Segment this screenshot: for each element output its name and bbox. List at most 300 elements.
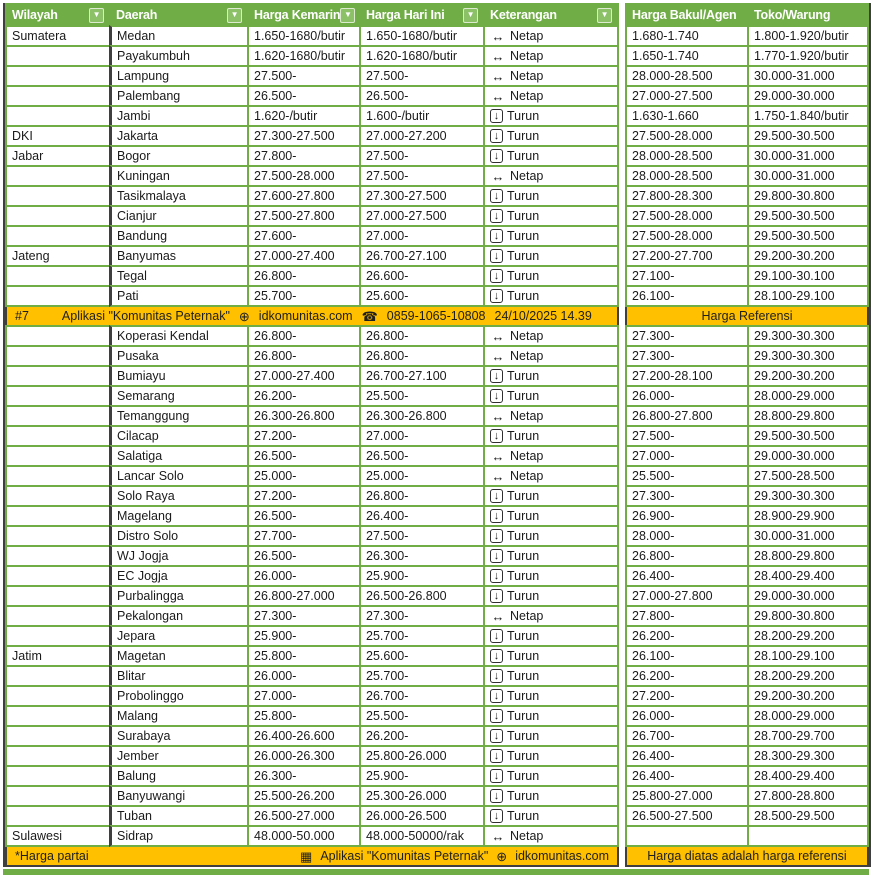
cell-toko-warung[interactable]: 28.000-29.000 [747, 385, 869, 407]
cell-harga-bakul-agen[interactable]: 27.000-27.500 [625, 85, 749, 107]
cell-harga-hari-ini[interactable]: 1.620-1680/butir [359, 45, 485, 67]
cell-harga-bakul-agen[interactable]: 27.300- [625, 485, 749, 507]
cell-harga-hari-ini[interactable]: 26.300- [359, 545, 485, 567]
keterangan-label: Netap [510, 829, 544, 843]
cell-harga-hari-ini[interactable]: 26.500- [359, 445, 485, 467]
filter-dropdown-harga-kemarin[interactable] [340, 8, 355, 23]
cell-wilayah[interactable] [5, 365, 111, 387]
cell-daerah[interactable]: Banyumas [109, 245, 249, 267]
cell-wilayah[interactable] [5, 385, 111, 407]
cell-harga-kemarin[interactable]: 27.200- [247, 425, 361, 447]
cell-wilayah[interactable] [5, 345, 111, 367]
cell-harga-bakul-agen[interactable]: 26.800-27.800 [625, 405, 749, 427]
column-header-label: Toko/Warung [754, 8, 831, 22]
cell-toko-warung[interactable]: 28.100-29.100 [747, 645, 869, 667]
cell-keterangan[interactable] [483, 525, 619, 547]
down-arrow-icon: ↓ [490, 189, 503, 203]
table-row-right [625, 585, 869, 607]
cell-toko-warung[interactable]: 28.200-29.200 [747, 665, 869, 687]
cell-daerah[interactable]: Magetan [109, 645, 249, 667]
cell-daerah[interactable]: Balung [109, 765, 249, 787]
cell-harga-kemarin[interactable]: 25.800- [247, 705, 361, 727]
cell-keterangan[interactable] [483, 745, 619, 767]
table-row-right [625, 705, 869, 727]
cell-harga-hari-ini[interactable]: 27.500- [359, 525, 485, 547]
table-row-right [625, 45, 869, 67]
cell-toko-warung[interactable]: 30.000-31.000 [747, 165, 869, 187]
cell-harga-bakul-agen[interactable]: 25.500- [625, 465, 749, 487]
cell-harga-hari-ini[interactable]: 25.000- [359, 465, 485, 487]
cell-keterangan[interactable] [483, 705, 619, 727]
filter-dropdown-daerah[interactable] [227, 8, 242, 23]
cell-toko-warung[interactable]: 27.500-28.500 [747, 465, 869, 487]
cell-keterangan[interactable] [483, 685, 619, 707]
cell-wilayah[interactable] [5, 665, 111, 687]
cell-harga-bakul-agen[interactable]: 1.680-1.740 [625, 25, 749, 47]
cell-harga-hari-ini[interactable]: 26.800- [359, 345, 485, 367]
cell-harga-bakul-agen[interactable]: 28.000-28.500 [625, 165, 749, 187]
cell-harga-kemarin[interactable]: 26.000- [247, 665, 361, 687]
cell-wilayah[interactable] [5, 165, 111, 187]
cell-wilayah[interactable] [5, 225, 111, 247]
cell-harga-bakul-agen[interactable]: 27.800- [625, 605, 749, 627]
cell-keterangan[interactable] [483, 245, 619, 267]
cell-daerah[interactable]: Surabaya [109, 725, 249, 747]
cell-harga-bakul-agen[interactable]: 27.500- [625, 425, 749, 447]
cell-daerah[interactable]: Medan [109, 25, 249, 47]
cell-harga-bakul-agen[interactable]: 27.800-28.300 [625, 185, 749, 207]
cell-harga-bakul-agen[interactable]: 1.650-1.740 [625, 45, 749, 67]
cell-keterangan[interactable] [483, 585, 619, 607]
cell-harga-kemarin[interactable]: 1.620-/butir [247, 105, 361, 127]
cell-harga-hari-ini[interactable]: 25.600- [359, 285, 485, 307]
cell-daerah[interactable]: Lampung [109, 65, 249, 87]
cell-harga-kemarin[interactable]: 26.000-26.300 [247, 745, 361, 767]
cell-toko-warung[interactable] [747, 825, 869, 847]
cell-harga-hari-ini[interactable]: 26.600- [359, 265, 485, 287]
cell-harga-hari-ini[interactable]: 27.000-27.200 [359, 125, 485, 147]
cell-wilayah[interactable] [5, 65, 111, 87]
cell-harga-bakul-agen[interactable]: 26.400- [625, 745, 749, 767]
cell-harga-kemarin[interactable]: 25.700- [247, 285, 361, 307]
cell-daerah[interactable]: Banyuwangi [109, 785, 249, 807]
cell-daerah[interactable]: Pekalongan [109, 605, 249, 627]
cell-harga-bakul-agen[interactable]: 26.700- [625, 725, 749, 747]
cell-toko-warung[interactable]: 29.500-30.500 [747, 225, 869, 247]
cell-harga-bakul-agen[interactable]: 27.000- [625, 445, 749, 467]
cell-keterangan[interactable] [483, 565, 619, 587]
cell-harga-hari-ini[interactable]: 25.300-26.000 [359, 785, 485, 807]
cell-harga-kemarin[interactable]: 27.700- [247, 525, 361, 547]
cell-daerah[interactable]: Bogor [109, 145, 249, 167]
cell-keterangan[interactable] [483, 785, 619, 807]
table-row [5, 165, 619, 187]
cell-wilayah[interactable] [5, 625, 111, 647]
cell-harga-kemarin[interactable]: 26.200- [247, 385, 361, 407]
cell-toko-warung[interactable]: 28.800-29.800 [747, 405, 869, 427]
cell-harga-hari-ini[interactable]: 26.800- [359, 325, 485, 347]
cell-daerah[interactable]: Pusaka [109, 345, 249, 367]
cell-toko-warung[interactable]: 1.800-1.920/butir [747, 25, 869, 47]
cell-keterangan[interactable] [483, 345, 619, 367]
cell-daerah[interactable]: Tuban [109, 805, 249, 827]
cell-toko-warung[interactable]: 29.000-30.000 [747, 445, 869, 467]
cell-harga-kemarin[interactable]: 26.800- [247, 265, 361, 287]
cell-harga-hari-ini[interactable]: 1.650-1680/butir [359, 25, 485, 47]
cell-daerah[interactable]: Palembang [109, 85, 249, 107]
cell-harga-bakul-agen[interactable]: 27.000-27.800 [625, 585, 749, 607]
cell-harga-bakul-agen[interactable]: 26.000- [625, 385, 749, 407]
cell-wilayah[interactable] [5, 265, 111, 287]
cell-keterangan[interactable] [483, 385, 619, 407]
cell-harga-bakul-agen[interactable]: 25.800-27.000 [625, 785, 749, 807]
cell-toko-warung[interactable]: 27.800-28.800 [747, 785, 869, 807]
cell-harga-kemarin[interactable]: 27.300- [247, 605, 361, 627]
cell-harga-bakul-agen[interactable]: 28.000-28.500 [625, 145, 749, 167]
cell-wilayah[interactable] [5, 685, 111, 707]
cell-daerah[interactable]: Bandung [109, 225, 249, 247]
cell-keterangan[interactable] [483, 365, 619, 387]
cell-keterangan[interactable] [483, 765, 619, 787]
cell-harga-hari-ini[interactable]: 26.300-26.800 [359, 405, 485, 427]
cell-harga-kemarin[interactable]: 27.000-27.400 [247, 245, 361, 267]
cell-harga-hari-ini[interactable]: 26.800- [359, 485, 485, 507]
keterangan-label: Netap [510, 69, 544, 83]
cell-harga-kemarin[interactable]: 26.500- [247, 505, 361, 527]
keterangan-label: Turun [507, 429, 540, 443]
cell-harga-hari-ini[interactable]: 26.700- [359, 685, 485, 707]
column-header-label: Wilayah [12, 8, 58, 22]
cell-harga-bakul-agen[interactable]: 26.400- [625, 765, 749, 787]
cell-toko-warung[interactable]: 29.800-30.800 [747, 185, 869, 207]
cell-wilayah[interactable] [5, 565, 111, 587]
cell-wilayah[interactable] [5, 425, 111, 447]
cell-daerah[interactable]: Kuningan [109, 165, 249, 187]
cell-wilayah[interactable]: DKI [5, 125, 111, 147]
cell-toko-warung[interactable]: 29.000-30.000 [747, 85, 869, 107]
cell-harga-bakul-agen[interactable]: 26.200- [625, 665, 749, 687]
cell-wilayah[interactable] [5, 405, 111, 427]
cell-harga-kemarin[interactable]: 26.500- [247, 85, 361, 107]
cell-harga-kemarin[interactable]: 27.800- [247, 145, 361, 167]
cell-toko-warung[interactable]: 28.200-29.200 [747, 625, 869, 647]
cell-daerah[interactable]: WJ Jogja [109, 545, 249, 567]
cell-daerah[interactable]: Koperasi Kendal [109, 325, 249, 347]
cell-harga-bakul-agen[interactable]: 27.300- [625, 325, 749, 347]
cell-keterangan[interactable] [483, 545, 619, 567]
cell-wilayah[interactable] [5, 785, 111, 807]
cell-keterangan[interactable] [483, 205, 619, 227]
cell-daerah[interactable]: Jambi [109, 105, 249, 127]
cell-harga-hari-ini[interactable]: 25.900- [359, 565, 485, 587]
cell-harga-hari-ini[interactable]: 27.000- [359, 425, 485, 447]
cell-wilayah[interactable] [5, 105, 111, 127]
cell-toko-warung[interactable]: 1.770-1.920/butir [747, 45, 869, 67]
cell-daerah[interactable]: Jepara [109, 625, 249, 647]
cell-harga-hari-ini[interactable]: 25.700- [359, 625, 485, 647]
cell-keterangan[interactable] [483, 145, 619, 167]
cell-harga-bakul-agen[interactable]: 27.100- [625, 265, 749, 287]
cell-harga-kemarin[interactable]: 26.800-27.000 [247, 585, 361, 607]
cell-daerah[interactable]: Jember [109, 745, 249, 767]
cell-harga-bakul-agen[interactable]: 1.630-1.660 [625, 105, 749, 127]
cell-harga-hari-ini[interactable]: 26.500-26.800 [359, 585, 485, 607]
cell-harga-bakul-agen[interactable]: 27.500-28.000 [625, 125, 749, 147]
cell-toko-warung[interactable]: 28.900-29.900 [747, 505, 869, 527]
cell-harga-kemarin[interactable]: 27.200- [247, 485, 361, 507]
cell-harga-bakul-agen[interactable]: 26.900- [625, 505, 749, 527]
cell-toko-warung[interactable]: 28.100-29.100 [747, 285, 869, 307]
cell-harga-kemarin[interactable]: 27.000- [247, 685, 361, 707]
cell-harga-kemarin[interactable]: 27.500- [247, 65, 361, 87]
cell-daerah[interactable]: Lancar Solo [109, 465, 249, 487]
cell-wilayah[interactable] [5, 805, 111, 827]
cell-daerah[interactable]: Tegal [109, 265, 249, 287]
cell-harga-bakul-agen[interactable]: 28.000- [625, 525, 749, 547]
cell-keterangan[interactable] [483, 805, 619, 827]
cell-harga-kemarin[interactable]: 26.300- [247, 765, 361, 787]
cell-toko-warung[interactable]: 30.000-31.000 [747, 65, 869, 87]
cell-keterangan[interactable] [483, 325, 619, 347]
cell-keterangan[interactable] [483, 825, 619, 847]
cell-harga-hari-ini[interactable]: 26.700-27.100 [359, 365, 485, 387]
cell-keterangan[interactable] [483, 605, 619, 627]
cell-toko-warung[interactable]: 28.700-29.700 [747, 725, 869, 747]
cell-daerah[interactable]: Probolinggo [109, 685, 249, 707]
cell-toko-warung[interactable]: 29.300-30.300 [747, 345, 869, 367]
filter-dropdown-keterangan[interactable] [597, 8, 612, 23]
cell-harga-kemarin[interactable]: 25.000- [247, 465, 361, 487]
cell-harga-bakul-agen[interactable]: 27.200- [625, 685, 749, 707]
cell-wilayah[interactable] [5, 525, 111, 547]
cell-keterangan[interactable] [483, 125, 619, 147]
cell-daerah[interactable]: EC Jogja [109, 565, 249, 587]
cell-harga-kemarin[interactable]: 26.500-27.000 [247, 805, 361, 827]
cell-wilayah[interactable] [5, 285, 111, 307]
cell-wilayah[interactable]: Jateng [5, 245, 111, 267]
cell-harga-hari-ini[interactable]: 25.700- [359, 665, 485, 687]
cell-harga-kemarin[interactable]: 48.000-50.000 [247, 825, 361, 847]
cell-harga-hari-ini[interactable]: 26.400- [359, 505, 485, 527]
cell-harga-hari-ini[interactable]: 26.200- [359, 725, 485, 747]
cell-harga-kemarin[interactable]: 1.620-1680/butir [247, 45, 361, 67]
cell-harga-hari-ini[interactable]: 27.500- [359, 145, 485, 167]
cell-keterangan[interactable] [483, 665, 619, 687]
cell-harga-hari-ini[interactable]: 25.600- [359, 645, 485, 667]
cell-harga-kemarin[interactable]: 27.000-27.400 [247, 365, 361, 387]
cell-harga-kemarin[interactable]: 26.800- [247, 325, 361, 347]
cell-harga-kemarin[interactable]: 26.000- [247, 565, 361, 587]
cell-toko-warung[interactable]: 29.500-30.500 [747, 205, 869, 227]
cell-harga-kemarin[interactable]: 27.500-28.000 [247, 165, 361, 187]
cell-harga-kemarin[interactable]: 27.600-27.800 [247, 185, 361, 207]
cell-toko-warung[interactable]: 1.750-1.840/butir [747, 105, 869, 127]
cell-toko-warung[interactable]: 29.200-30.200 [747, 685, 869, 707]
cell-wilayah[interactable] [5, 325, 111, 347]
down-arrow-icon: ↓ [490, 509, 503, 523]
cell-keterangan[interactable] [483, 285, 619, 307]
cell-harga-hari-ini[interactable]: 25.800-26.000 [359, 745, 485, 767]
cell-harga-hari-ini[interactable]: 26.500- [359, 85, 485, 107]
cell-harga-kemarin[interactable]: 25.800- [247, 645, 361, 667]
cell-keterangan[interactable] [483, 185, 619, 207]
cell-harga-bakul-agen[interactable]: 26.000- [625, 705, 749, 727]
cell-daerah[interactable]: Jakarta [109, 125, 249, 147]
cell-keterangan[interactable] [483, 405, 619, 427]
cell-harga-hari-ini[interactable]: 27.500- [359, 165, 485, 187]
cell-toko-warung[interactable]: 29.800-30.800 [747, 605, 869, 627]
cell-toko-warung[interactable]: 29.100-30.100 [747, 265, 869, 287]
cell-keterangan[interactable] [483, 625, 619, 647]
cell-wilayah[interactable] [5, 605, 111, 627]
cell-harga-bakul-agen[interactable]: 26.100- [625, 285, 749, 307]
cell-daerah[interactable]: Payakumbuh [109, 45, 249, 67]
table-row-right [625, 685, 869, 707]
cell-toko-warung[interactable]: 28.500-29.500 [747, 805, 869, 827]
cell-wilayah[interactable] [5, 465, 111, 487]
cell-harga-hari-ini[interactable]: 25.900- [359, 765, 485, 787]
cell-wilayah[interactable]: Sulawesi [5, 825, 111, 847]
cell-keterangan[interactable] [483, 165, 619, 187]
filter-dropdown-harga-hari-ini[interactable] [463, 8, 478, 23]
cell-toko-warung[interactable]: 28.000-29.000 [747, 705, 869, 727]
cell-harga-kemarin[interactable]: 27.600- [247, 225, 361, 247]
cell-toko-warung[interactable]: 29.200-30.200 [747, 365, 869, 387]
cell-harga-bakul-agen[interactable]: 27.500-28.000 [625, 225, 749, 247]
cell-harga-hari-ini[interactable]: 26.700-27.100 [359, 245, 485, 267]
cell-harga-bakul-agen[interactable]: 26.500-27.500 [625, 805, 749, 827]
cell-daerah[interactable]: Sidrap [109, 825, 249, 847]
cell-wilayah[interactable] [5, 445, 111, 467]
cell-keterangan[interactable] [483, 65, 619, 87]
cell-daerah[interactable]: Blitar [109, 665, 249, 687]
cell-toko-warung[interactable]: 30.000-31.000 [747, 525, 869, 547]
cell-keterangan[interactable] [483, 105, 619, 127]
cell-daerah[interactable]: Purbalingga [109, 585, 249, 607]
cell-harga-kemarin[interactable]: 26.400-26.600 [247, 725, 361, 747]
cell-daerah[interactable]: Malang [109, 705, 249, 727]
cell-toko-warung[interactable]: 29.500-30.500 [747, 125, 869, 147]
cell-harga-kemarin[interactable]: 25.900- [247, 625, 361, 647]
cell-wilayah[interactable] [5, 705, 111, 727]
cell-wilayah[interactable] [5, 185, 111, 207]
cell-harga-bakul-agen[interactable]: 26.800- [625, 545, 749, 567]
cell-harga-hari-ini[interactable]: 25.500- [359, 705, 485, 727]
cell-harga-hari-ini[interactable]: 1.600-/butir [359, 105, 485, 127]
cell-harga-kemarin[interactable]: 26.800- [247, 345, 361, 367]
cell-wilayah[interactable] [5, 725, 111, 747]
cell-harga-bakul-agen[interactable] [625, 825, 749, 847]
cell-daerah[interactable]: Magelang [109, 505, 249, 527]
cell-wilayah[interactable]: Sumatera [5, 25, 111, 47]
cell-harga-hari-ini[interactable]: 48.000-50000/rak [359, 825, 485, 847]
cell-daerah[interactable]: Distro Solo [109, 525, 249, 547]
cell-harga-bakul-agen[interactable]: 27.200-27.700 [625, 245, 749, 267]
cell-harga-bakul-agen[interactable]: 27.300- [625, 345, 749, 367]
cell-keterangan[interactable] [483, 645, 619, 667]
cell-harga-hari-ini[interactable]: 26.000-26.500 [359, 805, 485, 827]
table-row-right [625, 745, 869, 767]
cell-harga-kemarin[interactable]: 26.500- [247, 545, 361, 567]
cell-wilayah[interactable] [5, 485, 111, 507]
cell-wilayah[interactable] [5, 545, 111, 567]
cell-keterangan[interactable] [483, 85, 619, 107]
cell-daerah[interactable]: Salatiga [109, 445, 249, 467]
cell-toko-warung[interactable]: 28.800-29.800 [747, 545, 869, 567]
cell-daerah[interactable]: Cilacap [109, 425, 249, 447]
cell-harga-hari-ini[interactable]: 25.500- [359, 385, 485, 407]
cell-wilayah[interactable] [5, 745, 111, 767]
cell-harga-hari-ini[interactable]: 27.300- [359, 605, 485, 627]
keterangan-label: Netap [510, 469, 544, 483]
cell-harga-kemarin[interactable]: 27.300-27.500 [247, 125, 361, 147]
cell-harga-hari-ini[interactable]: 27.000- [359, 225, 485, 247]
cell-toko-warung[interactable]: 29.300-30.300 [747, 485, 869, 507]
cell-wilayah[interactable] [5, 205, 111, 227]
cell-harga-kemarin[interactable]: 25.500-26.200 [247, 785, 361, 807]
cell-toko-warung[interactable]: 29.200-30.200 [747, 245, 869, 267]
cell-wilayah[interactable] [5, 45, 111, 67]
cell-wilayah[interactable] [5, 585, 111, 607]
cell-harga-bakul-agen[interactable]: 27.500-28.000 [625, 205, 749, 227]
cell-toko-warung[interactable]: 30.000-31.000 [747, 145, 869, 167]
cell-wilayah[interactable]: Jatim [5, 645, 111, 667]
cell-keterangan[interactable] [483, 465, 619, 487]
cell-daerah[interactable]: Solo Raya [109, 485, 249, 507]
cell-daerah[interactable]: Pati [109, 285, 249, 307]
cell-toko-warung[interactable]: 28.400-29.400 [747, 765, 869, 787]
cell-harga-bakul-agen[interactable]: 26.400- [625, 565, 749, 587]
cell-harga-bakul-agen[interactable]: 26.100- [625, 645, 749, 667]
cell-keterangan[interactable] [483, 485, 619, 507]
cell-keterangan[interactable] [483, 425, 619, 447]
cell-harga-bakul-agen[interactable]: 28.000-28.500 [625, 65, 749, 87]
cell-harga-bakul-agen[interactable]: 27.200-28.100 [625, 365, 749, 387]
cell-harga-kemarin[interactable]: 26.300-26.800 [247, 405, 361, 427]
cell-harga-kemarin[interactable]: 27.500-27.800 [247, 205, 361, 227]
cell-harga-hari-ini[interactable]: 27.300-27.500 [359, 185, 485, 207]
filter-dropdown-wilayah[interactable] [89, 8, 104, 23]
cell-wilayah[interactable] [5, 765, 111, 787]
cell-toko-warung[interactable]: 28.400-29.400 [747, 565, 869, 587]
cell-toko-warung[interactable]: 29.500-30.500 [747, 425, 869, 447]
cell-keterangan[interactable] [483, 505, 619, 527]
cell-wilayah[interactable]: Jabar [5, 145, 111, 167]
cell-harga-kemarin[interactable]: 26.500- [247, 445, 361, 467]
cell-daerah[interactable]: Semarang [109, 385, 249, 407]
cell-toko-warung[interactable]: 29.300-30.300 [747, 325, 869, 347]
cell-harga-hari-ini[interactable]: 27.500- [359, 65, 485, 87]
cell-keterangan[interactable] [483, 45, 619, 67]
cell-daerah[interactable]: Cianjur [109, 205, 249, 227]
cell-keterangan[interactable] [483, 445, 619, 467]
cell-harga-bakul-agen[interactable]: 26.200- [625, 625, 749, 647]
cell-daerah[interactable]: Temanggung [109, 405, 249, 427]
cell-wilayah[interactable] [5, 85, 111, 107]
cell-keterangan[interactable] [483, 25, 619, 47]
cell-daerah[interactable]: Bumiayu [109, 365, 249, 387]
cell-wilayah[interactable] [5, 505, 111, 527]
cell-keterangan[interactable] [483, 725, 619, 747]
cell-keterangan[interactable] [483, 225, 619, 247]
cell-toko-warung[interactable]: 29.000-30.000 [747, 585, 869, 607]
cell-toko-warung[interactable]: 28.300-29.300 [747, 745, 869, 767]
cell-harga-kemarin[interactable]: 1.650-1680/butir [247, 25, 361, 47]
cell-daerah[interactable]: Tasikmalaya [109, 185, 249, 207]
cell-keterangan[interactable] [483, 265, 619, 287]
table-row [5, 205, 619, 227]
cell-harga-hari-ini[interactable]: 27.000-27.500 [359, 205, 485, 227]
